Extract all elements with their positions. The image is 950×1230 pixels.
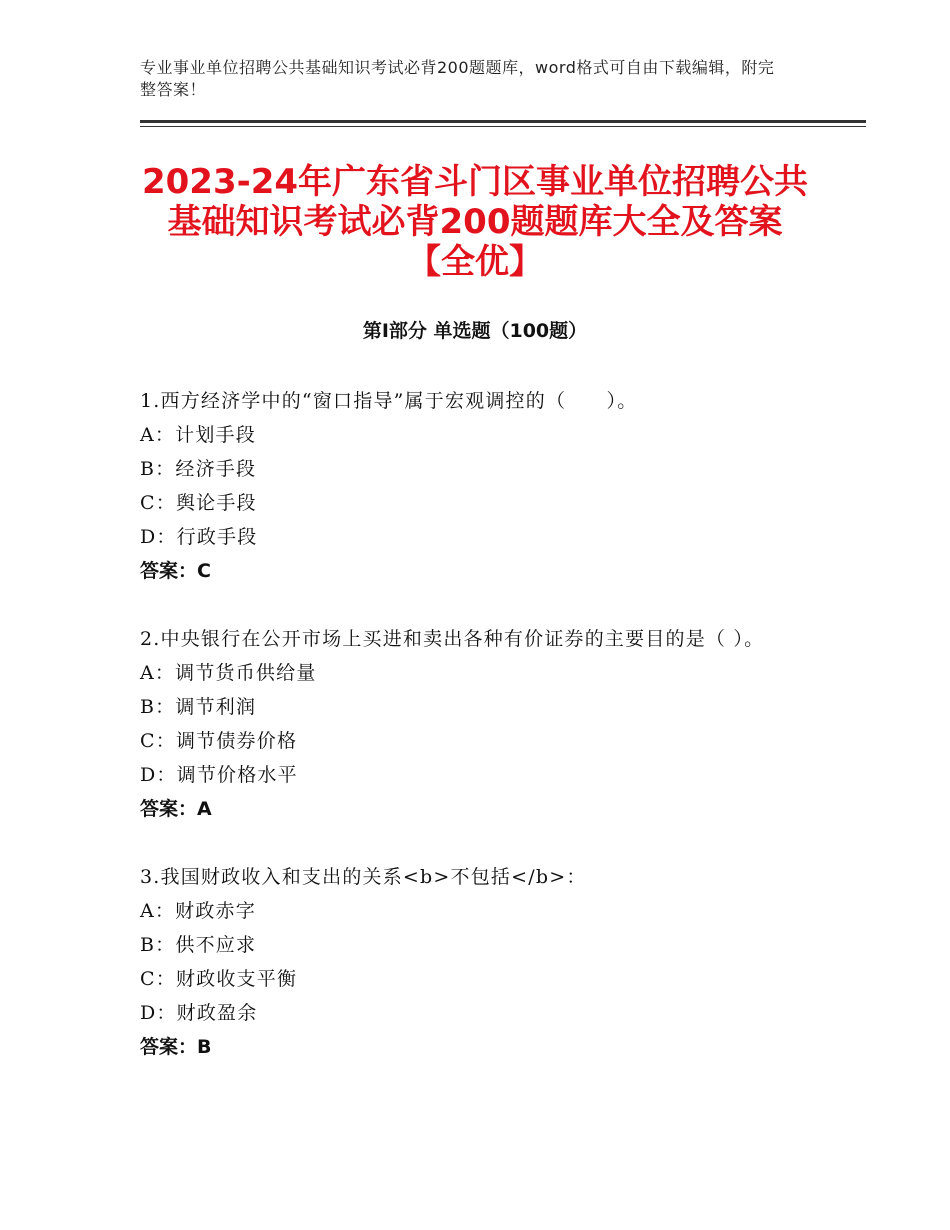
- header-divider-thick: [140, 120, 866, 123]
- option-d: D：财政盈余: [140, 1002, 258, 1024]
- title-line-1: 2023-24年广东省斗门区事业单位招聘公共: [141, 162, 809, 202]
- title-line-3: 【全优】: [407, 242, 543, 282]
- option-d: D：调节价格水平: [140, 764, 298, 786]
- header-note: 专业事业单位招聘公共基础知识考试必背200题题库，word格式可自由下载编辑，附完整答案！: [140, 58, 775, 99]
- option-c: C：舆论手段: [140, 492, 257, 514]
- question-stem: 3.我国财政收入和支出的关系<b>不包括</b>：: [140, 866, 587, 888]
- answer-line: 答案：A: [140, 798, 212, 820]
- answer-line: 答案：B: [140, 1036, 212, 1058]
- question-1: [140, 384, 820, 588]
- option-a: A：调节货币供给量: [140, 662, 317, 684]
- question-spacer: [140, 588, 820, 622]
- question-list: [140, 384, 820, 1064]
- option-d: D：行政手段: [140, 526, 258, 548]
- option-c: C：调节债券价格: [140, 730, 298, 752]
- answer-line: 答案：C: [140, 560, 211, 582]
- question-stem: 1.西方经济学中的“窗口指导”属于宏观调控的（ ）。: [140, 390, 638, 412]
- section-heading: 第Ⅰ部分 单选题（100题）: [362, 320, 588, 342]
- option-a: A：计划手段: [140, 424, 256, 446]
- option-b: B：调节利润: [140, 696, 257, 718]
- option-a: A：财政赤字: [140, 900, 256, 922]
- option-c: C：财政收支平衡: [140, 968, 298, 990]
- question-spacer: [140, 826, 820, 860]
- option-b: B：经济手段: [140, 458, 257, 480]
- title-line-2: 基础知识考试必背200题题库大全及答案: [167, 202, 783, 242]
- header-divider-thin: [140, 126, 866, 127]
- question-stem: 2.中央银行在公开市场上买进和卖出各种有价证券的主要目的是（ ）。: [140, 628, 765, 650]
- question-3: [140, 860, 820, 1064]
- option-b: B：供不应求: [140, 934, 257, 956]
- question-2: [140, 622, 820, 826]
- document-title: [120, 162, 830, 282]
